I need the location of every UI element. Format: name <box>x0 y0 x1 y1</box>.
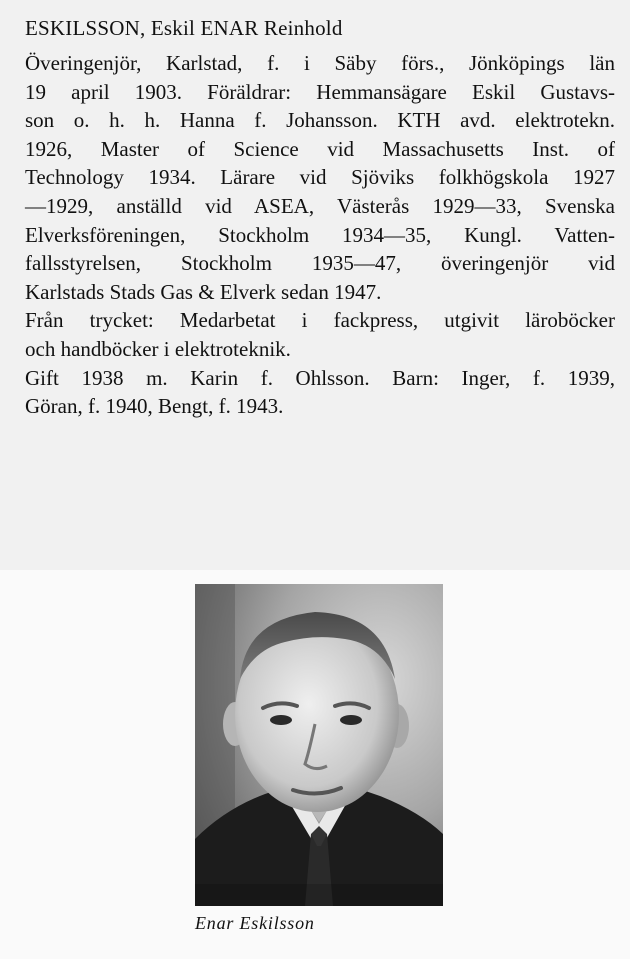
text-line: 1926, Master of Science vid Massachusetts Inst. of <box>25 136 615 161</box>
text-line: fallsstyrelsen, Stockholm 1935—47, överingenjör vid <box>25 251 615 276</box>
text-line: —1929, anställd vid ASEA, Västerås 1929—33, Svenska <box>25 193 615 218</box>
photo-caption: Enar Eskilsson <box>195 913 315 933</box>
portrait-photo <box>195 584 443 906</box>
text-line: och handböcker i elektroteknik. <box>25 336 291 361</box>
paragraph-publications <box>25 306 615 363</box>
text-line: Överingenjör, Karlstad, f. i Säby förs., Jönköpings län <box>25 51 615 75</box>
paragraph-career <box>25 49 615 306</box>
text-line: Karlstads Stads Gas & Elverk sedan 1947. <box>25 279 382 304</box>
text-line: son o. h. h. Hanna f. Johansson. KTH avd. elektrotekn. <box>25 108 615 133</box>
text-line: Gift 1938 m. Karin f. Ohlsson. Barn: Inger, f. 1939, <box>25 365 615 390</box>
text-line: Från trycket: Medarbetat i fackpress, utgivit läroböcker <box>25 308 615 333</box>
entry-heading: ESKILSSON, Eskil ENAR Reinhold <box>25 16 343 40</box>
paragraph-family <box>25 364 615 421</box>
text-line: Göran, f. 1940, Bengt, f. 1943. <box>25 394 284 419</box>
biography-entry <box>25 14 615 421</box>
text-line: Elverksföreningen, Stockholm 1934—35, Kungl. Vatten- <box>25 222 615 247</box>
text-line: 19 april 1903. Föräldrar: Hemmansägare Eskil Gustavs- <box>25 79 615 104</box>
text-line: Technology 1934. Lärare vid Sjöviks folkhögskola 1927 <box>25 165 615 190</box>
